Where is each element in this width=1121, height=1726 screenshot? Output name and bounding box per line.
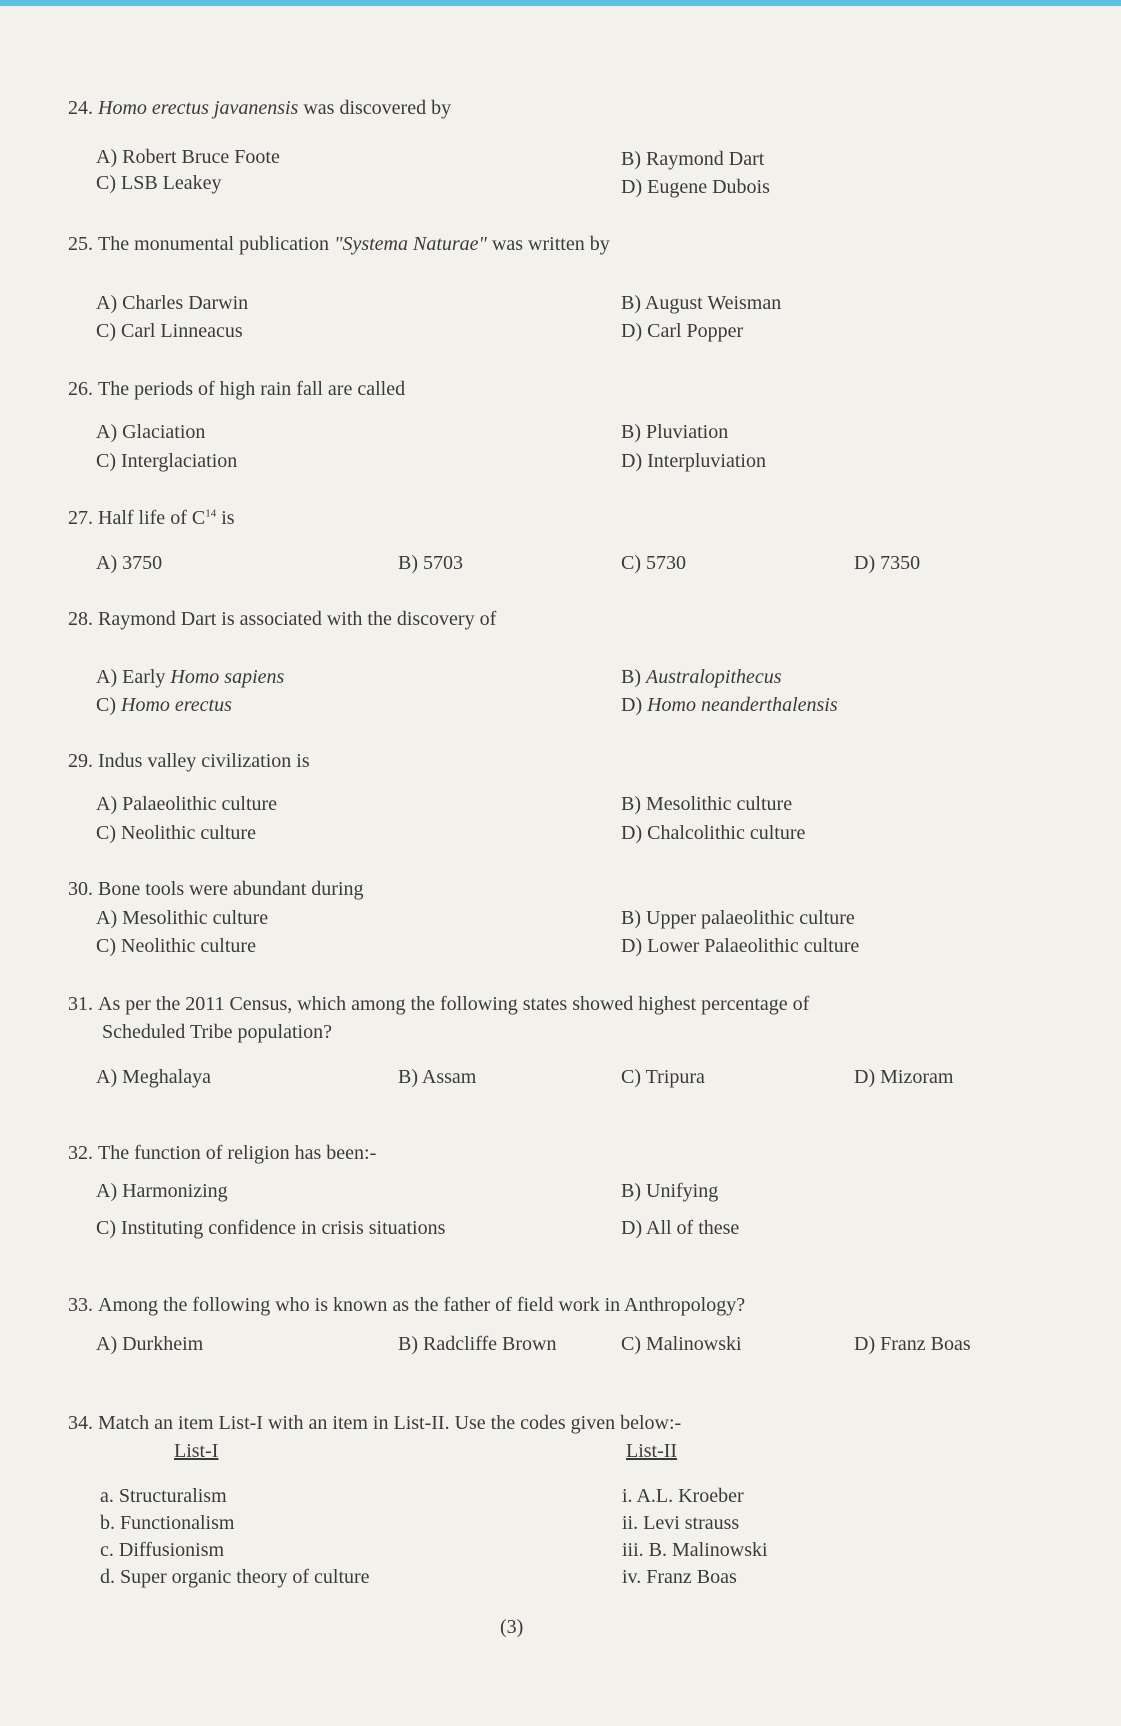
- question-33: 33. Among the following who is known as the father of field work in Anthropology?: [68, 1294, 746, 1316]
- list-1-item-a: a. Structuralism: [100, 1485, 227, 1507]
- q33-option-b: B) Radcliffe Brown: [398, 1333, 557, 1355]
- q29-option-a: A) Palaeolithic culture: [96, 793, 278, 815]
- question-26: 26. The periods of high rain fall are called: [68, 378, 406, 400]
- q31-option-c: C) Tripura: [621, 1066, 705, 1088]
- question-31-line2: Scheduled Tribe population?: [102, 1021, 332, 1043]
- question-27: 27. Half life of $C^{14}$ is: [68, 507, 235, 529]
- q32-option-d: D) All of these: [621, 1217, 740, 1239]
- question-31: 31. As per the 2011 Census, which among the following states showed highest percentage of: [68, 993, 810, 1015]
- q28-option-d: D) Homo neanderthalensis: [621, 694, 838, 716]
- q31-option-d: D) Mizoram: [854, 1066, 954, 1088]
- question-24: 24. Homo erectus javanensis was discovered by: [68, 97, 452, 119]
- q31-option-a: A) Meghalaya: [96, 1066, 211, 1088]
- q32-option-c: C) Instituting confidence in crisis situations: [96, 1217, 446, 1239]
- q26-option-a: A) Glaciation: [96, 421, 206, 443]
- q25-option-a: A) Charles Darwin: [96, 292, 249, 314]
- q33-option-c: C) Malinowski: [621, 1333, 742, 1355]
- q32-option-a: A) Harmonizing: [96, 1180, 228, 1202]
- q25-option-b: B) August Weisman: [621, 292, 782, 314]
- q28-option-c: C) Homo erectus: [96, 694, 232, 716]
- q27-option-c: C) 5730: [621, 552, 686, 574]
- list-2-item-i: i. A.L. Kroeber: [622, 1485, 744, 1507]
- top-edge-strip: [0, 0, 1121, 6]
- q25-option-c: C) Carl Linneacus: [96, 320, 243, 342]
- q27-option-a: A) 3750: [96, 552, 163, 574]
- q24-option-a: A) Robert Bruce Foote: [96, 146, 280, 168]
- q28-option-b: B) Australopithecus: [621, 666, 782, 688]
- list-1-item-c: c. Diffusionism: [100, 1539, 225, 1561]
- q27-option-d: D) 7350: [854, 552, 921, 574]
- question-32: 32. The function of religion has been:-: [68, 1142, 377, 1164]
- q26-option-c: C) Interglaciation: [96, 450, 238, 472]
- q25-option-d: D) Carl Popper: [621, 320, 744, 342]
- q27-option-b: B) 5703: [398, 552, 463, 574]
- list-2-item-iv: iv. Franz Boas: [622, 1566, 737, 1588]
- q33-option-a: A) Durkheim: [96, 1333, 204, 1355]
- q30-option-b: B) Upper palaeolithic culture: [621, 907, 855, 929]
- question-24-italic: Homo erectus javanensis: [98, 97, 299, 119]
- q30-option-d: D) Lower Palaeolithic culture: [621, 935, 860, 957]
- question-25: 25. The monumental publication "Systema Naturae" was written by: [68, 233, 610, 255]
- q30-option-c: C) Neolithic culture: [96, 935, 256, 957]
- question-34: 34. Match an item List-I with an item in List-II. Use the codes given below:-: [68, 1412, 682, 1434]
- q24-option-b: B) Raymond Dart: [621, 148, 765, 170]
- question-30: 30. Bone tools were abundant during: [68, 878, 364, 900]
- list-2-heading: List-II: [626, 1440, 678, 1462]
- q33-option-d: D) Franz Boas: [854, 1333, 971, 1355]
- q32-option-b: B) Unifying: [621, 1180, 719, 1202]
- q28-option-a: A) Early Homo sapiens: [96, 666, 285, 688]
- q26-option-b: B) Pluviation: [621, 421, 729, 443]
- list-1-item-b: b. Functionalism: [100, 1512, 235, 1534]
- q24-option-d: D) Eugene Dubois: [621, 176, 770, 198]
- q31-option-b: B) Assam: [398, 1066, 477, 1088]
- question-29: 29. Indus valley civilization is: [68, 750, 310, 772]
- q26-option-d: D) Interpluviation: [621, 450, 766, 472]
- q29-option-c: C) Neolithic culture: [96, 822, 256, 844]
- list-1-heading: List-I: [174, 1440, 219, 1462]
- list-1-item-d: d. Super organic theory of culture: [100, 1566, 370, 1588]
- list-2-item-iii: iii. B. Malinowski: [622, 1539, 768, 1561]
- question-28: 28. Raymond Dart is associated with the discovery of: [68, 608, 497, 630]
- q24-option-c: C) LSB Leakey: [96, 172, 222, 194]
- q29-option-b: B) Mesolithic culture: [621, 793, 793, 815]
- q29-option-d: D) Chalcolithic culture: [621, 822, 806, 844]
- q30-option-a: A) Mesolithic culture: [96, 907, 269, 929]
- page-number: (3): [500, 1616, 524, 1638]
- list-2-item-ii: ii. Levi strauss: [622, 1512, 740, 1534]
